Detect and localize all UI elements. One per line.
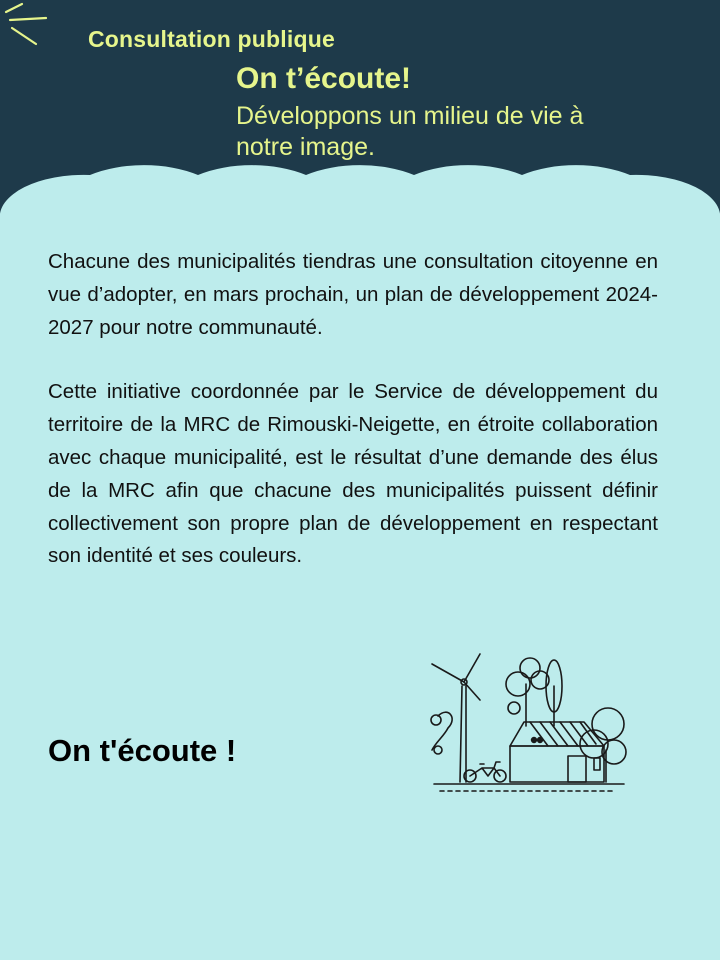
footer-title: On t'écoute !: [48, 733, 237, 768]
main-text: [48, 246, 658, 605]
subtitle: Consultation publique: [88, 26, 335, 52]
paragraph-2: Cette initiative coordonnée par le Service de développement du territoire de la MRC de Rimouski-Neigette, en étroite collaboration avec chaque municipalité, est le résultat d’une demande des élus de la MRC afin que chacune des municipalités puissent définir collectivement son propre plan de développement en respectant son identité et ses couleurs.: [48, 380, 658, 568]
tagline: Développons un milieu de vie à notre image.: [236, 102, 584, 161]
sparkle-lines-icon: [0, 0, 50, 50]
header-banner: [0, 0, 720, 230]
page-title: On t’écoute!: [236, 62, 412, 95]
paragraph-1: Chacune des municipalités tiendras une consultation citoyenne en vue d’adopter, en mars prochain, un plan de développement 2024-2027 pour notre communauté.: [48, 250, 658, 339]
house-windmill-trees-illustration: [418, 646, 630, 800]
